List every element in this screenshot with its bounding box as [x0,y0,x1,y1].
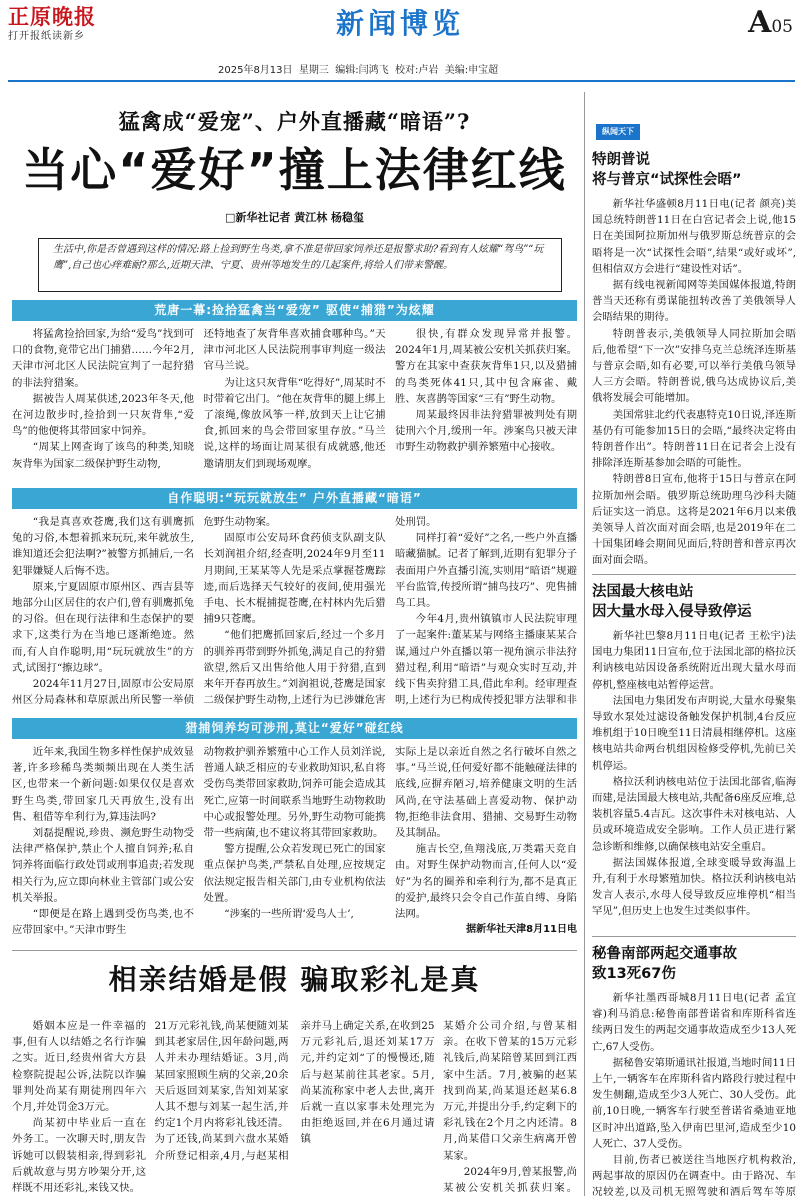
paragraph: 施吉长空,鱼翔浅底,万类霜天竞自由。对野生保护动物而言,任何人以“爱好”为名的圈养和牵利行为,都不是真正的爱护,最终只会令自己作茧自缚、身陷法网。 [395,843,577,921]
paragraph: 某婚介公司介绍,与曾某相亲。在收下曾某的15万元彩礼钱后,尚某陪曾某回到江西家中生活。7月,被骗的赵某找到尚某,尚某退还赵某6.8万元,并提出分手,约定剩下的彩礼钱在2个月之内还清。8月,尚某借口父亲生病离开曾某家。 [443,1020,577,1162]
article-source: 据新华社天津8月11日电 [466,924,577,936]
paragraph: 美国常驻北约代表惠特克10日说,泽连斯基仍有可能参加15日的会晤,“最终决定将由特朗普作出”。特朗普11日在记者会上没有排除泽连斯基参加会晤的可能性。 [592,408,796,470]
paragraph: 2024年9月,曾某报警,尚某被公安机关抓获归案。 [443,1165,577,1195]
section-bar-3: 猎捕饲养均可涉刑,莫让“爱好”碰红线 [12,718,577,739]
paragraph: 尚某初中毕业后一直在外务工。一次聊天时,朋友告诉她可以假装相亲,得到彩礼后就故意与男方吵架分开,这样既不用还彩礼,来钱又快。 [12,1117,146,1195]
paragraph: 实际上是以亲近自然之名行破坏自然之事。”马兰说,任何爱好都不能触碰法律的底线,应摒弃陋习,培养健康文明的生活风尚,在守法基础上喜爱动物、保护动物,拒绝非法食用、猎捕、交易野生动物及其制品。 [395,746,577,840]
paragraph: 据有线电视新闻网等美国媒体报道,特朗普当天还称有勇谋能扭转改善了美俄领导人会晤结果的期待。 [592,279,796,324]
paragraph: 今年4月,贵州镇镇市人民法院审理了一起案件:董某某与网络主播康某某合谋,通过户外直播以第一视角演示非法狩猎过程,利用“暗语”与观众实时互动,并线下售卖狩猎工具,借此牟利。经审理查明,上述行为已构成传授犯罪方法罪和非 [395,613,577,707]
section-bar-2: 自作聪明:“玩玩就放生” 户外直播藏“暗语” [12,488,577,509]
sidebar-divider [592,936,796,937]
paragraph: 婚姻本应是一件幸福的事,但有人以结婚之名行诈骗之实。近日,经贵州省大方县检察院提起公诉,法院以诈骗罪判处尚某有期徒刑四年六个月,并处罚金3万元。 [12,1020,146,1114]
header-rule [8,80,795,82]
paragraph: 特朗普表示,美俄领导人同拉斯加会晤后,他希望“下一次”安排乌克兰总统泽连斯基与普京会晤,如有必要,可以举行美俄乌领导人三方会晤。特朗普说,俄乌达成协议后,美俄将发展会可能增加。 [592,327,796,405]
article-column [12,744,194,944]
page-number: A05 [748,5,793,40]
section-title: 新闻博览 [335,7,464,40]
paragraph: 很快,有群众发现异常并报警。2024年1月,周某被公安机关抓获归案。警方在其家中查获灰背隼1只,以及猎捕的鸟类死体41只,其中包含麻雀、戴胜、灰喜鹊等国家“三有”野生动物。 [395,328,577,405]
sidebar-story-1 [592,150,796,570]
paragraph: 还特地查了灰背隼喜欢捕食哪种鸟。”天津市河北区人民法院刑事审判庭一级法官马兰说。 [203,328,386,373]
sidebar-divider [592,574,796,575]
article-column [12,514,194,710]
paragraph: 警方提醒,公众若发现已死亡的国家重点保护鸟类,严禁私自处理,应按规定依法规定报告相关部门,由专业机构依法处置。 [203,843,386,904]
main-byline: □新华社记者 黄江林 杨稳玺 [224,211,365,224]
sidebar-story-body [592,628,796,920]
paragraph: “他们把鹰抓回家后,经过一个多月的驯养再带到野外抓兔,满足自己的狩猎欲望,然后又出售给他人用于狩猎,直到来年开春再放生。”刘润祖说,苍鹰是国家二级保护野生动物,上述行为已涉嫌危害 [203,629,386,707]
sidebar-story-2 [592,582,796,932]
paragraph: 处刑罚。 [395,516,437,528]
article-column [395,326,577,480]
sidebar-tag: 纵闻天下 [596,124,640,140]
paragraph: 固原市公安局环食药侦支队副支队长刘润祖介绍,经查明,2024年9月至11月期间,王某某等人先是采点掌握苍鹰踪迹,而后选择天气较好的夜间,使用强光手电、长木棍捕捉苍鹰,在村林内先后猎捕9只苍鹰。 [203,532,386,626]
paragraph [12,1196,146,1198]
sidebar-story-3 [592,944,796,1198]
paragraph: 同样打着“爱好”之名,一些户外直播暗藏猫腻。记者了解到,近期有犯罪分子表面用户外直播引流,实则用“暗语”规避平台监管,传授所谓“捕鸟技巧”、兜售捕鸟工具。 [395,532,577,610]
main-intro: 生活中,你是否曾遇到这样的情况:路上捡到野生鸟类,拿不准是带回家饲养还是报警求助?看到有人炫耀“驾鸟”“玩鹰”,自己也心痒难耐?那么,近期天津、宁夏、贵州等地发生的几起案件,将给人们带来警醒。 [38,238,562,292]
paragraph: 新华社巴黎8月11日电(记者 王松宇)法国电力集团11日宣布,位于法国北部的格拉沃利讷核电站因设备系统附近出现大量水母而停机,整座核电站暂停运营。 [592,630,796,691]
paragraph: 危野生动物案。 [203,516,277,528]
paragraph: “涉案的一些所谓‘爱鸟人士’, [224,908,354,921]
paragraph: 动物救护驯养繁殖中心工作人员刘洋说,普通人缺乏相应的专业救助知识,私自将受伤鸟类带回家救助,饲养可能会造成其死亡,应第一时间联系当地野生动物救助中心或报警处理。另外,野生动物可能携带一些病菌,也不建议将其带回家救助。 [203,746,386,840]
paragraph: 格拉沃利讷核电站位于法国北部省,临海而建,是法国最大核电站,共配备6座反应堆,总装机容量5.4吉瓦。这次事件未对核电站、人员或环境造成安全影响。工作人员正进行紧急诊断和维修,以确保核电站安全重启。 [592,775,796,853]
paragraph: 为让这只灰背隼“吃得好”,周某时不时带着它出门。“他在灰背隼的腿上绑上了滚绳,像放风筝一样,放到天上让它捕食,抓回来的鸟会带回家里存放。”马兰说,这样的场面让周某很有成就感,他还邀请朋友们到现场观摩。 [203,376,386,470]
paragraph: 特朗普8日宣布,他将于15日与普京在阿拉斯加州会晤。俄罗斯总统助理乌沙科夫随后证实这一消息。这将是2021年6月以来俄美领导人首次面对面会晤,也是2019年在二十国集团峰会期间见面后,特朗普和普京再次面对面会晤。 [592,473,796,567]
article-column [395,744,577,944]
paragraph: 法国电力集团发布声明说,大量水母聚集导致水泵处过滤设备触发保护机制,4台反应堆机组于10日晚至11日清晨相继停机。这座核电站共命两台机组因检修受停机,先前已关机停运。 [592,694,796,772]
main-kicker: 猛禽成“爱宠”、户外直播藏“暗语”? [118,109,471,134]
paragraph: 据秘鲁安第斯通讯社报道,当地时间11日上午,一辆客车在库斯科省内路段行驶过程中发生侧翻,造成至少3人死亡、30人受伤。此前,10日晚,一辆客车行驶至普诺省桑迪亚地区时冲出道路,坠入伊南巴里河,造成至少10人死亡、37人受伤。 [592,1056,796,1150]
sidebar-story-body [592,196,796,569]
column-divider [584,92,585,1196]
paragraph: “周某上网查询了该鸟的种类,知晓灰背隼为国家二级保护野生动物, [12,441,194,470]
sidebar-story-body [592,990,796,1198]
article-column [12,1018,146,1198]
main-headline: 当心“爱好”撞上法律红线 [22,143,567,197]
paragraph: 目前,伤者已被送往当地医疗机构救治,两起事故的原因仍在调查中。由于路况、车况较差,以及司机无照驾驶和酒后驾车等原 [592,1154,796,1198]
bottom-body [12,1018,577,1198]
article-column [204,326,386,480]
article-column [204,514,386,710]
article-column [443,1018,577,1198]
article-column [12,326,194,480]
section-body-3 [12,744,577,944]
article-column [204,744,386,944]
story-divider [12,950,577,951]
article-column [155,1018,435,1198]
bottom-headline: 相亲结婚是假 骗取彩礼是真 [108,963,481,996]
logo-text: 正原晚报 [8,4,96,29]
section-body-1 [12,326,577,480]
sidebar-story-title: 秘鲁南部两起交通事故 致13死67伤 [592,946,737,982]
paragraph: “即便是在路上遇到受伤鸟类,也不应带回家中。”天津市野生 [12,908,194,937]
paragraph: 新华社墨西哥城8月11日电(记者 孟宜睿)利马消息:秘鲁南部普诺省和库斯科省连续两日发生的两起交通事故造成至少13人死亡,67人受伤。 [592,992,796,1053]
section-bar-1: 荒唐一幕:捡拾猛禽当“爱宠” 驱使“捕猎”为炫耀 [12,300,577,321]
paragraph: 近年来,我国生物多样性保护成效显著,许多珍稀鸟类频频出现在人类生活区,也带来一个新问题:如果仅仅是喜欢野生鸟类,带回家几天再放生,没有出售、租借等牟利行为,算违法吗? [12,746,194,823]
paragraph: 21万元彩礼钱,尚某便随刘某到其老家居住,因年龄问题,两人并未办理结婚证。3月,尚某回家照顾生病的父亲,20余天后返回刘某家,告知刘某家人其不想与刘某一起生活,并约定1个月内将彩礼钱还清。为了还钱,尚某到六盘水某婚介所登记相亲,4月,与赵某相亲并马上确定关系,在收到25万元彩礼后,退还刘某17万元,并约定刘“了的慢慢还,随后与赵某前往其老家。5月,尚某流称家中老人去世,离开后就一直以家事未处理完为由拒绝返回,并在6月通过请镇 [154,1020,435,1162]
paragraph: 2024年11月27日,固原市公安局原州区分局森林和草原派出所民警一举侦 [12,678,194,707]
paragraph: 据被告人周某供述,2023年冬天,他在河边散步时,捡拾到一只灰背隼,“爱鸟”的他便将其带回家中饲养。 [12,392,194,438]
sidebar-story-title: 特朗普说 将与普京“试探性会晤” [592,152,742,188]
paragraph: “我是真喜欢苍鹰,我们这有驯鹰抓兔的习俗,本想着抓来玩玩,来年就放生,谁知道还会犯法啊?”被警方抓捕后,一名犯罪嫌疑人后悔不迭。 [12,516,194,577]
paragraph: 周某最终因非法狩猎罪被判处有期徒刑六个月,缓刑一年。涉案鸟只被天津市野生动物救护驯养繁殖中心接收。 [395,409,577,454]
paragraph: 将猛禽捡拾回家,为给“爱鸟”找到可口的食物,竟带它出门捕猎……今年2月,天津市河北区人民法院宣判了一起狩猎的非法狩猎案。 [12,328,194,389]
paragraph: 原来,宁夏固原市原州区、西吉县等地部分山区居住的农户们,曾有驯鹰抓兔的习俗。但在现行法律和生态保护的要求下,这类行为在当地已逐渐绝迹。然而,有人自作聪明,用“玩玩就放生”的方式,试图打“擦边球”。 [12,580,194,674]
paragraph: 新华社华盛顿8月11日电(记者 颜亮)美国总统特朗普11日在白宫记者会上说,他15日在美国阿拉斯加州与俄罗斯总统普京的会晤将是一次“试探性会晤”,结果“或好或坏”,但相信双方会进行“建设性对话”。 [592,198,796,275]
paragraph: 刘磊提醒说,珍贵、濒危野生动物受法律严格保护,禁止个人擅自饲养;私自饲养将面临行政处罚或刑事追责;若发现相关行为,应立即向林业主管部门或公安机关举报。 [12,827,194,904]
edition-info: 2025年8月13日 星期三 编辑:闫鸿飞 校对:卢岩 美编:申宝超 [218,65,499,76]
sidebar-story-title: 法国最大核电站 因大量水母入侵导致停运 [592,584,752,620]
logo-slogan: 打开报纸读新乡 [8,31,85,42]
newspaper-logo [8,4,116,48]
paragraph: 据法国媒体报道,全球变暖导致海温上升,有利于水母繁殖加快。格拉沃利讷核电站发言人表示,水母人侵导致反应堆停机“相当罕见”,但历史上也发生过类似事件。 [592,856,796,918]
section-body-2 [12,514,577,710]
article-column [395,514,577,710]
